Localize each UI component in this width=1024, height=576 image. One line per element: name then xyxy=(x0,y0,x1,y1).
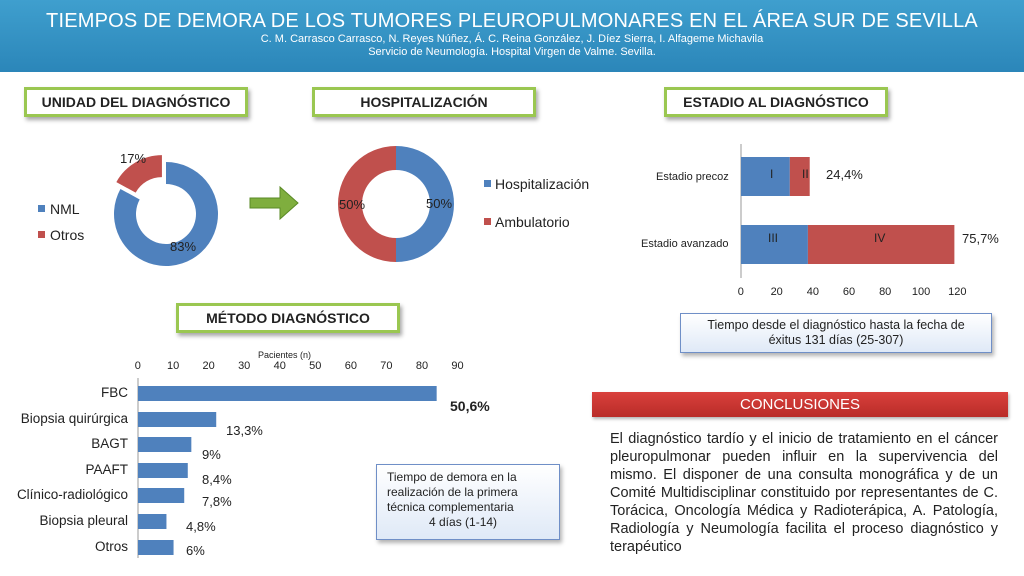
estadio-xtick: 80 xyxy=(879,286,892,298)
estadio-total-avanzado: 75,7% xyxy=(962,231,999,246)
metodo-value-label: 9% xyxy=(202,447,221,462)
metodo-xtick: 50 xyxy=(309,360,322,372)
conclusions-title: CONCLUSIONES xyxy=(592,392,1008,417)
exitus-line-2: éxitus 131 días (25-307) xyxy=(768,333,904,347)
demora-line-2: realización de la primera xyxy=(387,485,518,499)
demora-line-4: 4 días (1-14) xyxy=(429,515,498,529)
metodo-xtick: 60 xyxy=(344,360,357,372)
legend-marker-hospitalizacion xyxy=(484,180,491,187)
metodo-xtick: 40 xyxy=(273,360,286,372)
metodo-category-label: Clínico-radiológico xyxy=(16,487,128,502)
metodo-bar-paaft xyxy=(138,463,188,478)
exitus-line-1: Tiempo desde el diagnóstico hasta la fecha de xyxy=(707,318,965,332)
legend-marker-otros xyxy=(38,231,45,238)
estadio-segment-label-III: III xyxy=(768,231,779,245)
metodo-category-label: Biopsia quirúrgica xyxy=(20,411,128,426)
estadio-xtick: 60 xyxy=(842,286,856,298)
otros-percent-label: 17% xyxy=(120,151,147,166)
estadio-xtick: 20 xyxy=(770,286,783,298)
metodo-xtick: 30 xyxy=(238,360,251,372)
metodo-xtick: 0 xyxy=(134,360,141,372)
estadio-segment-label-I: I xyxy=(770,167,774,181)
metodo-bar-clínico-radiológico xyxy=(138,488,184,503)
metodo-category-label: Biopsia pleural xyxy=(39,513,128,528)
metodo-value-label: 50,6% xyxy=(450,398,490,414)
section-title-estadio: ESTADIO AL DIAGNÓSTICO xyxy=(664,87,888,117)
metodo-category-label: BAGT xyxy=(91,436,128,451)
estadio-total-precoz: 24,4% xyxy=(826,167,863,182)
poster-title: TIEMPOS DE DEMORA DE LOS TUMORES PLEUROPULMONARES EN EL ÁREA SUR DE SEVILLA xyxy=(46,10,978,32)
metodo-xtick: 80 xyxy=(415,360,429,372)
metodo-category-label: Otros xyxy=(94,539,128,554)
estadio-xtick: 0 xyxy=(737,286,744,298)
metodo-value-label: 13,3% xyxy=(226,423,263,438)
legend-label-otros: Otros xyxy=(50,227,85,243)
estadio-segment-label-II: II xyxy=(802,167,809,181)
legend-marker-ambulatorio xyxy=(484,218,491,225)
metodo-bar-fbc xyxy=(138,386,437,401)
metodo-category-label: FBC xyxy=(101,385,128,400)
metodo-category-label: PAAFT xyxy=(85,462,128,477)
estadio-xtick: 40 xyxy=(806,286,819,298)
poster-affiliation: Servicio de Neumología. Hospital Virgen de Valme. Sevilla. xyxy=(368,46,656,58)
metodo-bar-otros xyxy=(138,540,174,555)
metodo-value-label: 8,4% xyxy=(202,472,232,487)
legend-label-nml: NML xyxy=(50,201,80,217)
metodo-xtick: 10 xyxy=(166,360,180,372)
metodo-xtick: 90 xyxy=(451,360,464,372)
demora-line-3: técnica complementaria xyxy=(387,500,514,514)
exitus-info-box xyxy=(680,313,992,353)
conclusions-text: El diagnóstico tardío y el inicio de tratamiento en el cáncer pleuropulmonar pueden influir en la supervivencia del mismo. El disponer de una consulta monográfica y de un Comité Multidisciplinar constituido por representantes de C. Torácica, Oncología Médica y Radioterápica, A. Patología, Radiología y Neumología facilita el proceso diagnóstico y terapéutico xyxy=(610,431,998,555)
estadio-segment-label-IV: IV xyxy=(874,231,886,245)
demora-line-1: Tiempo de demora en la xyxy=(387,470,517,484)
poster-authors: C. M. Carrasco Carrasco, N. Reyes Núñez, Á. C. Reina González, J. Díez Sierra, I. Alfageme Michavila xyxy=(260,33,764,45)
nml-percent-label: 83% xyxy=(170,239,197,254)
estadio-xtick: 120 xyxy=(948,286,967,298)
metodo-xtick: 20 xyxy=(202,360,215,372)
estadio-category-avanzado: Estadio avanzado xyxy=(641,238,729,250)
section-title-hospitalizacion: HOSPITALIZACIÓN xyxy=(312,87,536,117)
section-title-unidad: UNIDAD DEL DIAGNÓSTICO xyxy=(24,87,248,117)
legend-label-hospitalizacion: Hospitalización xyxy=(495,176,590,192)
legend-label-ambulatorio: Ambulatorio xyxy=(495,214,570,230)
demora-info-box xyxy=(376,464,560,540)
estadio-xtick: 100 xyxy=(911,286,931,298)
ambulatorio-percent-label: 50% xyxy=(339,197,366,212)
metodo-xlabel: Pacientes (n) xyxy=(258,350,312,360)
hospitalizacion-percent-label: 50% xyxy=(426,196,453,211)
estadio-bar-estadio-precoz-I xyxy=(741,157,790,196)
legend-marker-nml xyxy=(38,205,45,212)
estadio-category-precoz: Estadio precoz xyxy=(656,171,729,183)
section-title-metodo: MÉTODO DIAGNÓSTICO xyxy=(176,303,400,333)
metodo-bar-bagt xyxy=(138,437,191,452)
metodo-bar-biopsia-pleural xyxy=(138,514,166,529)
metodo-value-label: 7,8% xyxy=(202,494,232,509)
metodo-value-label: 6% xyxy=(186,543,205,558)
metodo-value-label: 4,8% xyxy=(186,519,216,534)
arrow-icon xyxy=(250,187,298,219)
metodo-xtick: 70 xyxy=(380,360,393,372)
metodo-bar-biopsia-quirúrgica xyxy=(138,412,216,427)
